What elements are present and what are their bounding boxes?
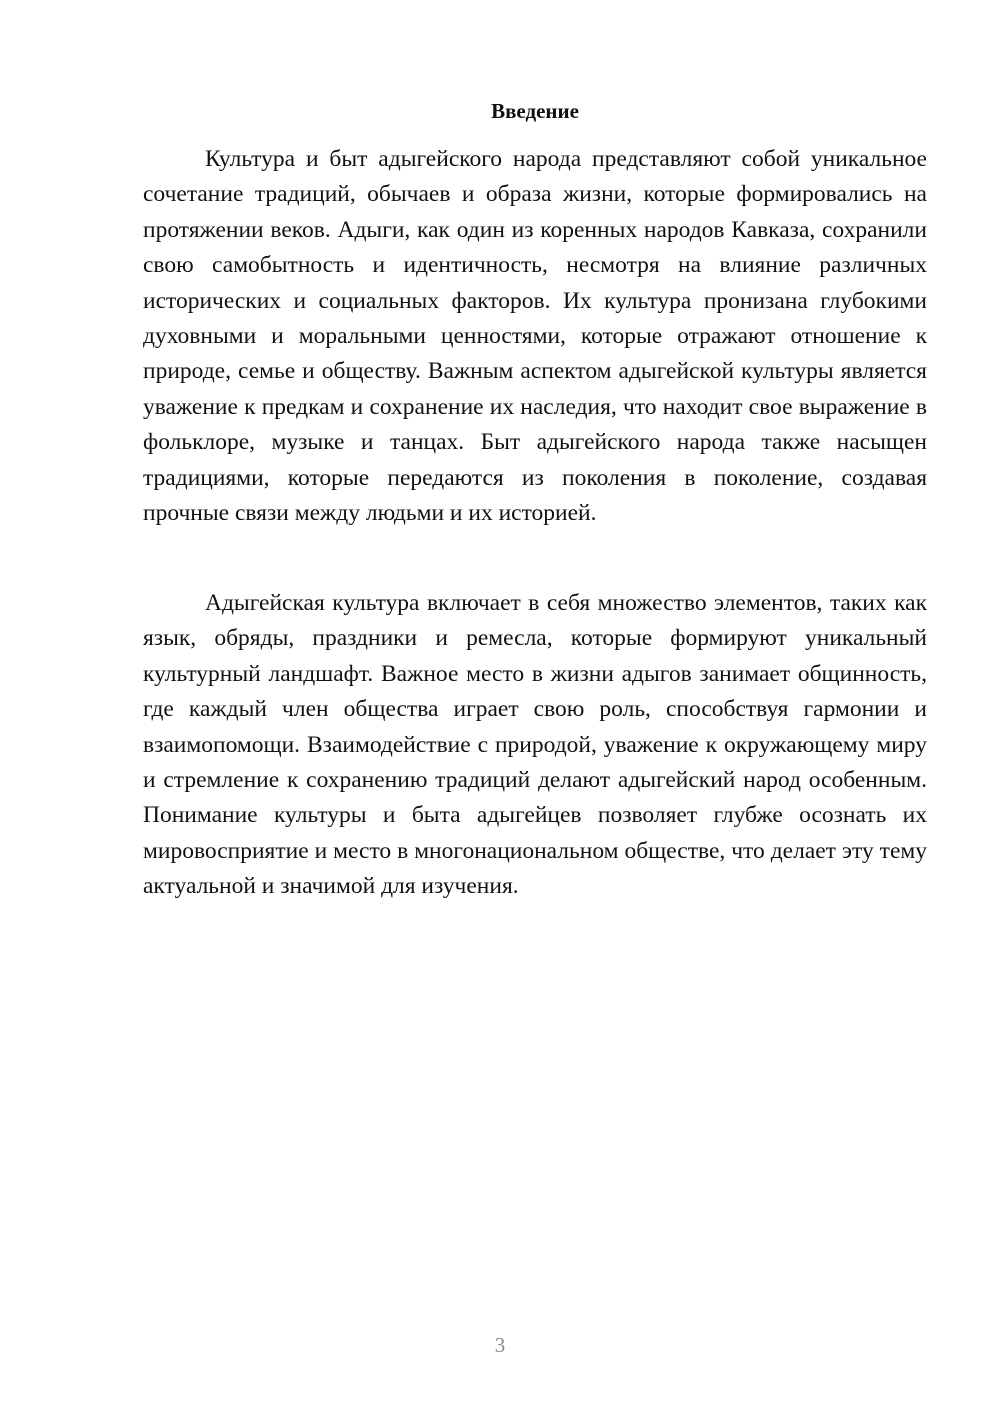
paragraph-2: Адыгейская культура включает в себя множество элементов, таких как язык, обряды, праздники и ремесла, которые формируют уникальный культурный ландшафт. Важное место в жизни адыгов занимает общинность, где каждый член общества играет свою роль, способствуя гармонии и взаимопомощи. Взаимодействие с природой, уважение к окружающему миру и стремление к сохранению традиций делают адыгейский народ особенным. Понимание культуры и быта адыгейцев позволяет глубже осознать их мировосприятие и место в многонациональном обществе, что делает эту тему актуальной и значимой для изучения. bbox=[143, 590, 927, 900]
section-heading: Введение bbox=[491, 99, 579, 123]
page-number: 3 bbox=[494, 1333, 506, 1357]
paragraph-1: Культура и быт адыгейского народа представляют собой уникальное сочетание традиций, обычаев и образа жизни, которые формировались на протяжении веков. Адыги, как один из коренных народов Кавказа, сохранили свою самобытность и идентичность, несмотря на влияние различных исторических и социальных факторов. Их культура пронизана глубокими духовными и моральными ценностями, которые отражают отношение к природе, семье и обществу. Важным аспектом адыгейской культуры является уважение к предкам и сохранение их наследия, что находит свое выражение в фольклоре, музыке и танцах. Быт адыгейского народа также насыщен традициями, которые передаются из поколения в поколение, создавая прочные связи между людьми и их историей. bbox=[143, 146, 927, 527]
